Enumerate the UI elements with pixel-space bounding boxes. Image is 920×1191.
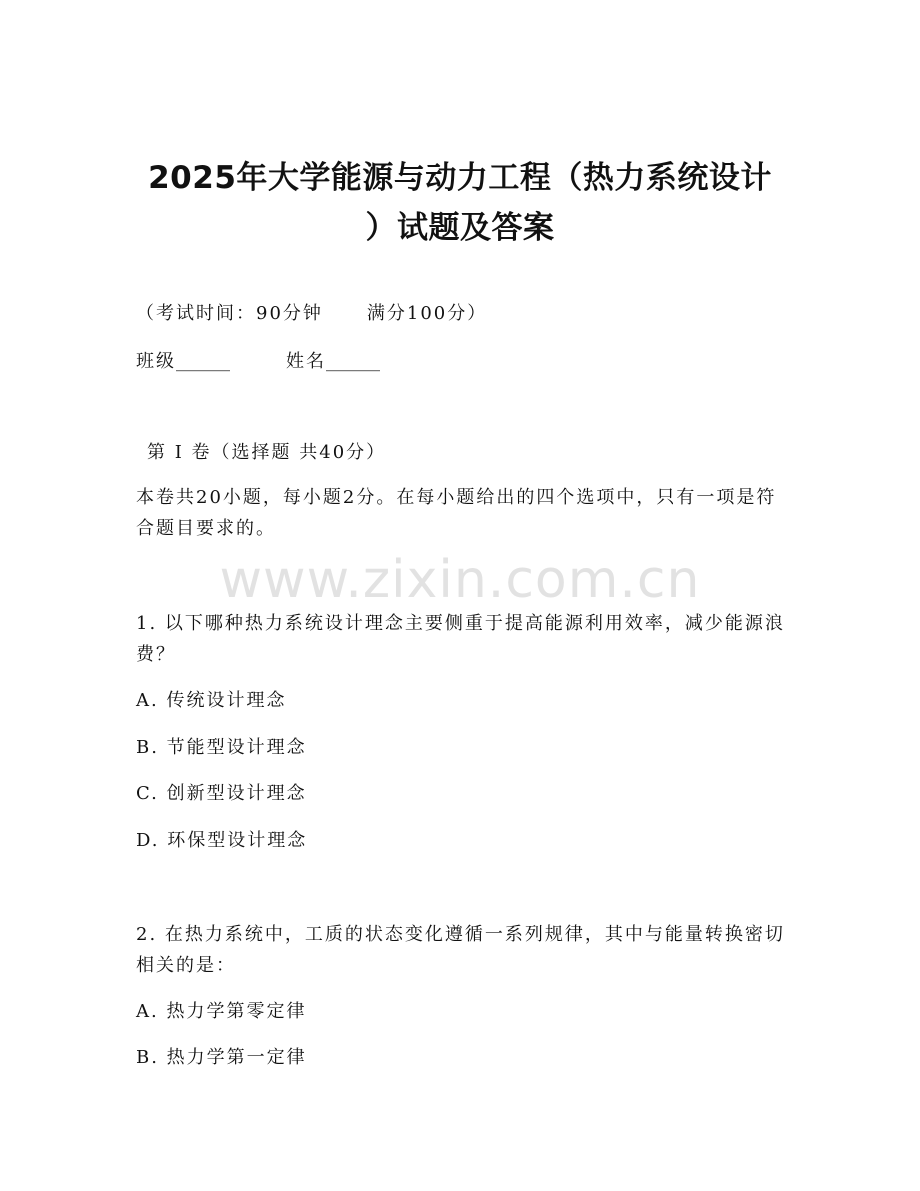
document-title-line-1: 2025年大学能源与动力工程（热力系统设计 xyxy=(148,160,772,196)
exam-full-score: 满分100分） xyxy=(366,303,488,324)
exam-info xyxy=(136,302,487,326)
watermark: www.zixin.com.cn xyxy=(219,550,701,610)
question-2-option-a: A. 热力学第零定律 xyxy=(136,1001,307,1022)
name-label: 姓名 xyxy=(286,351,326,372)
document-title-line-2: ）试题及答案 xyxy=(365,210,555,246)
exam-time: （考试时间：90分钟 xyxy=(136,303,323,324)
question-1-option-b: B. 节能型设计理念 xyxy=(136,737,307,758)
question-1-option-c: C. 创新型设计理念 xyxy=(136,783,307,804)
name-blank: ______ xyxy=(326,351,380,372)
question-1-option-d: D. 环保型设计理念 xyxy=(136,830,308,851)
student-info xyxy=(136,350,380,374)
question-1-option-a: A. 传统设计理念 xyxy=(136,690,287,711)
question-1-stem: 1. 以下哪种热力系统设计理念主要侧重于提高能源利用效率，减少能源浪费？ xyxy=(136,613,785,665)
question-2-stem: 2. 在热力系统中，工质的状态变化遵循一系列规律，其中与能量转换密切相关的是： xyxy=(136,924,785,976)
section-header: 第 I 卷（选择题 共40分） xyxy=(147,442,387,463)
question-2-option-b: B. 热力学第一定律 xyxy=(136,1047,307,1068)
instructions: 本卷共20小题，每小题2分。在每小题给出的四个选项中，只有一项是符合题目要求的。 xyxy=(136,487,777,539)
class-label: 班级 xyxy=(136,351,176,372)
class-blank: ______ xyxy=(176,351,230,372)
